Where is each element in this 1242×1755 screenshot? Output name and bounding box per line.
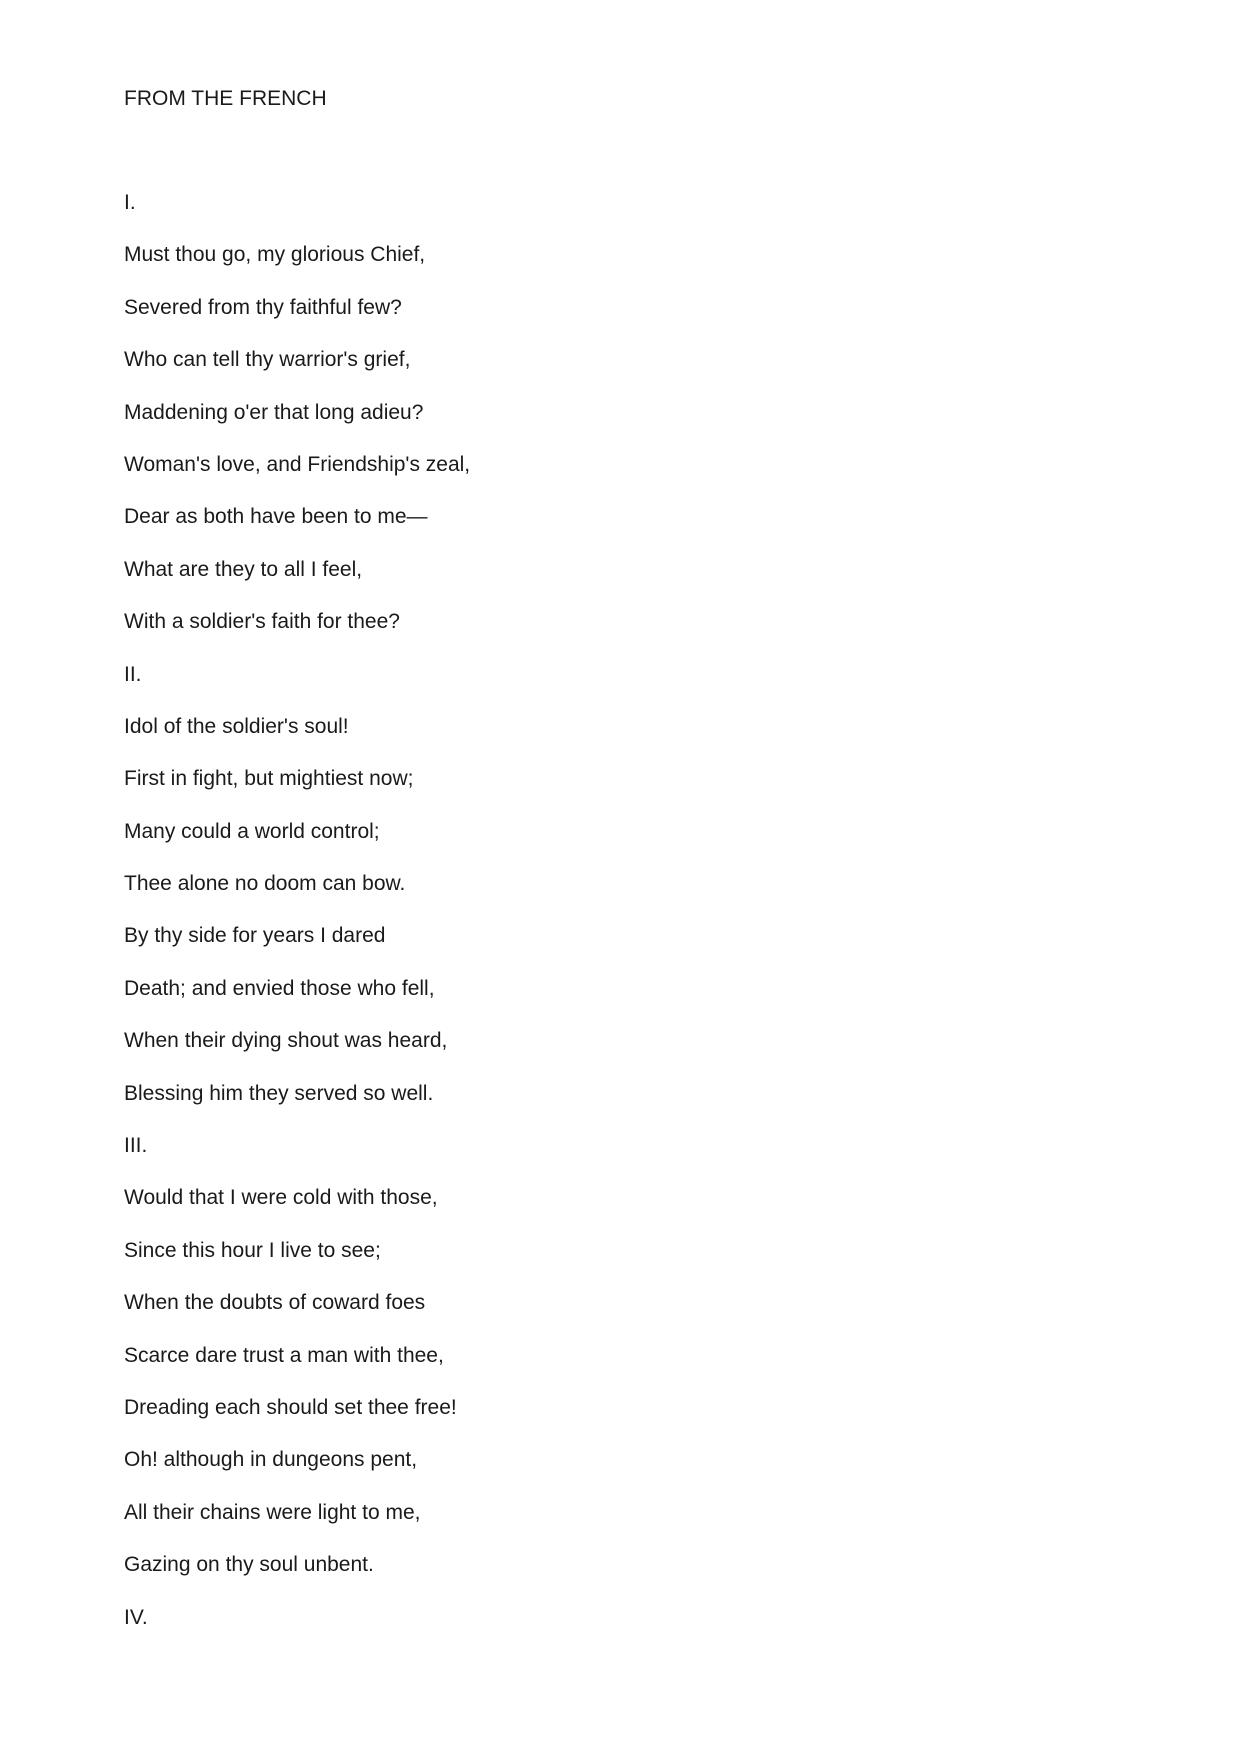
poem-line: Who can tell thy warrior's grief, — [124, 348, 411, 372]
poem-line: Woman's love, and Friendship's zeal, — [124, 452, 471, 476]
stanza-number: IV. — [124, 1605, 148, 1629]
poem-line: When their dying shout was heard, — [124, 1029, 448, 1053]
poem-line: Blessing him they served so well. — [124, 1081, 434, 1105]
poem-line: What are they to all I feel, — [124, 557, 363, 581]
poem-line: Thee alone no doom can bow. — [124, 872, 406, 896]
poem-body — [124, 190, 470, 1657]
poem-line: Dear as both have been to me— — [124, 505, 428, 529]
poem-line: Must thou go, my glorious Chief, — [124, 243, 426, 267]
poem-line: Gazing on thy soul unbent. — [124, 1553, 374, 1577]
document-title: FROM THE FRENCH — [124, 87, 327, 110]
stanza-number: I. — [124, 191, 136, 214]
poem-line: Dreading each should set thee free! — [124, 1395, 457, 1419]
poem-line: When the doubts of coward foes — [124, 1291, 426, 1315]
poem-line: First in fight, but mightiest now; — [124, 767, 414, 791]
stanza-number: III. — [124, 1134, 148, 1158]
poem-line: Many could a world control; — [124, 819, 380, 843]
poem-line: All their chains were light to me, — [124, 1500, 421, 1524]
poem-line: Scarce dare trust a man with thee, — [124, 1343, 444, 1367]
poem-line: Maddening o'er that long adieu? — [124, 400, 424, 424]
poem-line: Severed from thy faithful few? — [124, 295, 402, 319]
poem-line: With a soldier's faith for thee? — [124, 610, 400, 634]
poem-line: By thy side for years I dared — [124, 924, 386, 948]
poem-line: Oh! although in dungeons pent, — [124, 1448, 418, 1472]
poem-line: Idol of the soldier's soul! — [124, 714, 349, 738]
poem-line: Since this hour I live to see; — [124, 1238, 381, 1262]
stanza-number: II. — [124, 662, 142, 686]
poem-line: Death; and envied those who fell, — [124, 976, 435, 1000]
poem-line: Would that I were cold with those, — [124, 1186, 438, 1210]
